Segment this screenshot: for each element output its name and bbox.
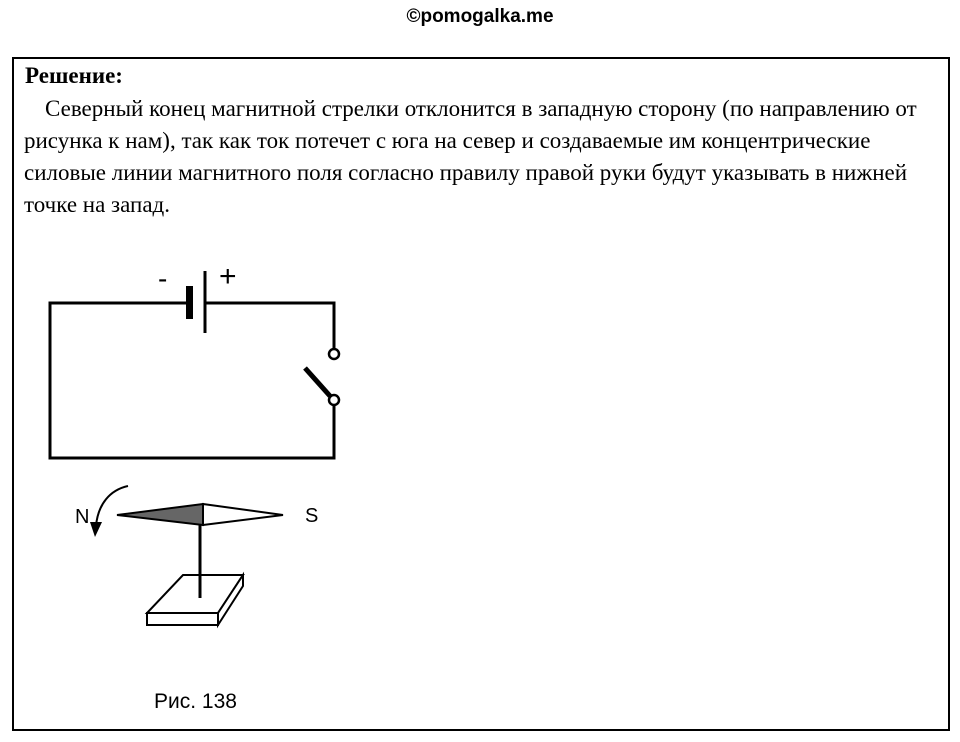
watermark: ©pomogalka.me	[406, 6, 554, 27]
switch-contact-bottom	[329, 395, 339, 405]
stand-base-side	[147, 613, 218, 625]
needle-north-half	[117, 504, 203, 525]
figure-caption: Рис. 138	[154, 690, 237, 713]
needle-south-half	[203, 504, 283, 525]
switch-contact-top	[329, 349, 339, 359]
south-label: S	[305, 505, 319, 527]
rotation-arrow-icon	[96, 486, 128, 526]
battery-plus-label: +	[219, 260, 237, 293]
switch-lever	[305, 368, 330, 396]
battery-minus-label: -	[158, 263, 168, 294]
battery-negative-plate	[186, 286, 193, 319]
solution-paragraph: Северный конец магнитной стрелки отклонится в западную сторону (по направлению от рисунка к нам), так как ток потечет с юга на север и создаваемые им концентрические силовые линии магнитного поля согласно правилу правой руки будут указывать в нижней точке на запад.	[24, 96, 917, 217]
rotation-arrowhead-icon	[90, 522, 102, 537]
north-label: N	[75, 506, 90, 528]
circuit-wire-top-right	[205, 303, 334, 349]
circuit-wire	[50, 303, 334, 458]
solution-heading: Решение:	[25, 63, 123, 88]
